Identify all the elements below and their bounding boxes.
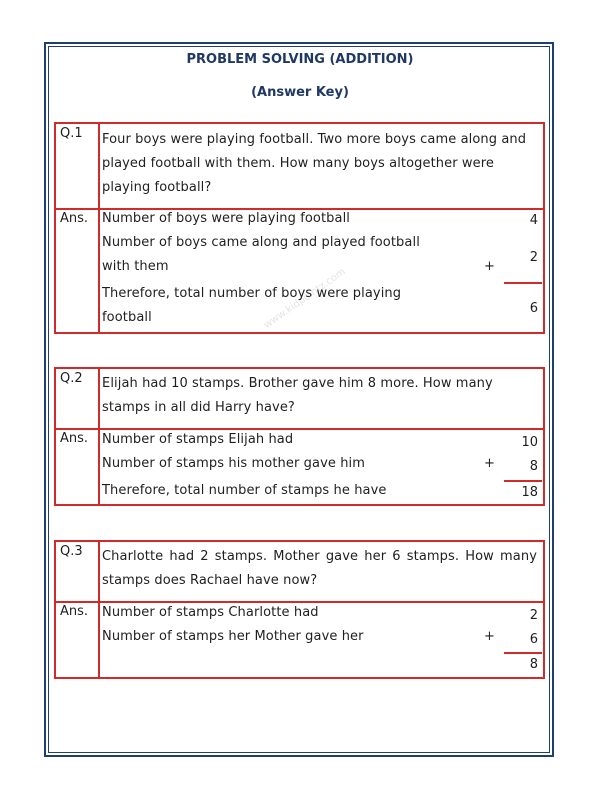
answer-line: Number of stamps her Mother gave her (102, 629, 364, 644)
plus-sign: + (484, 456, 495, 471)
question-card-1 (54, 122, 545, 334)
addend-value: 2 (529, 608, 538, 623)
answer-line: football (102, 310, 152, 325)
question-text: Four boys were playing football. Two more boys came along and played football with them. How many boys altogether were playing football? (102, 132, 527, 195)
question-label: Q.3 (60, 544, 83, 559)
addend-value: 4 (529, 213, 538, 228)
plus-sign: + (484, 629, 495, 644)
page-title: PROBLEM SOLVING (ADDITION) (186, 52, 414, 67)
page-subtitle: (Answer Key) (251, 85, 349, 100)
sum-line (504, 480, 542, 482)
answer-line: Number of boys came along and played football (102, 235, 420, 250)
addend-value: 2 (529, 250, 538, 265)
answer-label: Ans. (60, 431, 89, 446)
question-card-3 (54, 540, 545, 679)
answer-line: with them (102, 259, 169, 274)
answer-line: Number of stamps Charlotte had (102, 605, 319, 620)
card-divider-vertical (98, 369, 100, 504)
answer-line: Number of boys were playing football (102, 211, 351, 226)
answer-label: Ans. (60, 604, 89, 619)
addend-value: 8 (529, 459, 538, 474)
answer-line: Number of stamps his mother gave him (102, 456, 366, 471)
question-label: Q.2 (60, 371, 83, 386)
answer-line: Number of stamps Elijah had (102, 432, 294, 447)
addend-value: 10 (521, 435, 538, 450)
question-text: Elijah had 10 stamps. Brother gave him 8 more. How many stamps in all did Harry have? (102, 376, 493, 415)
watermark: www.kidpointz.com (262, 266, 348, 332)
question-card-2 (54, 367, 545, 506)
card-divider-vertical (98, 542, 100, 677)
sum-line (504, 282, 542, 284)
card-divider-vertical (98, 124, 100, 332)
answer-line: Therefore, total number of stamps he have (102, 483, 387, 498)
sum-value: 8 (529, 657, 538, 672)
sum-line (504, 652, 542, 654)
addend-value: 6 (529, 632, 538, 647)
plus-sign: + (484, 259, 495, 274)
answer-label: Ans. (60, 211, 89, 226)
sum-value: 6 (529, 301, 538, 316)
question-text: Charlotte had 2 stamps. Mother gave her 6 stamps. How many stamps does Rachael have now? (102, 549, 537, 588)
answer-line: Therefore, total number of boys were playing (102, 286, 402, 301)
sum-value: 18 (521, 485, 538, 500)
question-label: Q.1 (60, 126, 83, 141)
